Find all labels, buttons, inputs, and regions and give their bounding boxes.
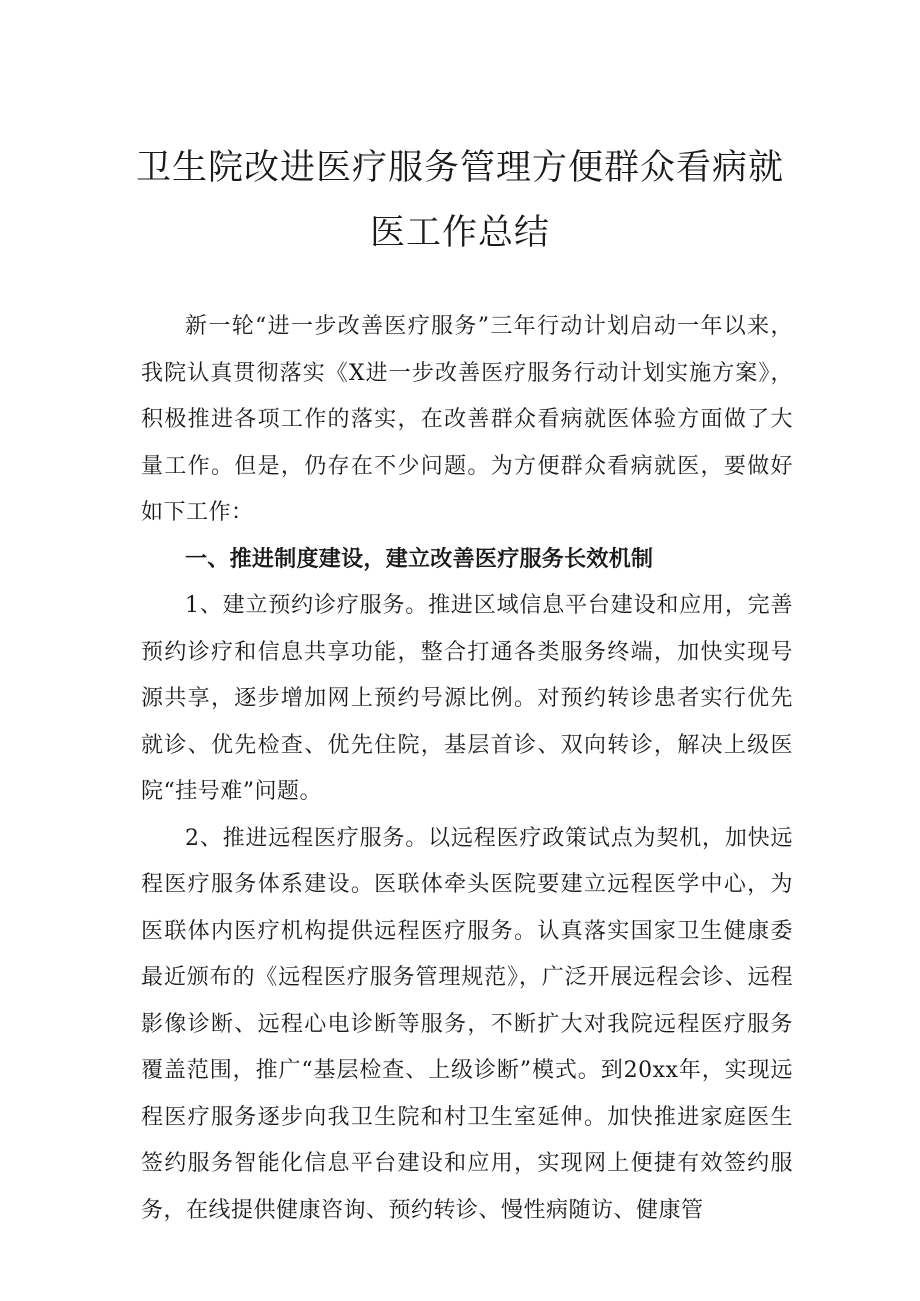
intro-paragraph: 新一轮“进一步改善医疗服务”三年行动计划启动一年以来，我院认真贯彻落实《X进一步改善医疗服务行动计划实施方案》，积极推进各项工作的落实，在改善群众看病就医体验方面做了大量工作。但是，仍存在不少问题。为方便群众看病就医，要做好如下工作： (141, 314, 793, 525)
paragraph-remote-medical-service: 2、推进远程医疗服务。以远程医疗政策试点为契机，加快远程医疗服务体系建设。医联体牵头医院要建立远程医学中心，为医联体内医疗机构提供远程医疗服务。认真落实国家卫生健康委最近颁布的《远程医疗服务管理规范》，广泛开展远程会诊、远程影像诊断、远程心电诊断等服务，不断扩大对我院远程医疗服务覆盖范围，推广“基层检查、上级诊断”模式。到20xx年，实现远程医疗服务逐步向我卫生院和村卫生室延伸。加快推进家庭医生签约服务智能化信息平台建设和应用，实现网上便捷有效签约服务，在线提供健康咨询、预约转诊、慢性病随访、健康管 (141, 825, 793, 1223)
document-title-line-2: 医工作总结 (369, 213, 550, 253)
document-title-line-1: 卫生院改进医疗服务管理方便群众看病就 (135, 148, 784, 188)
paragraph-appointment-service: 1、建立预约诊疗服务。推进区域信息平台建设和应用，完善预约诊疗和信息共享功能，整合打通各类服务终端，加快实现号源共享，逐步增加网上预约号源比例。对预约转诊患者实行优先就诊、优先检查、优先住院，基层首诊、双向转诊，解决上级医院“挂号难”问题。 (141, 593, 793, 804)
section-heading-1: 一、推进制度建设，建立改善医疗服务长效机制 (185, 546, 654, 572)
document-body (141, 304, 793, 1234)
